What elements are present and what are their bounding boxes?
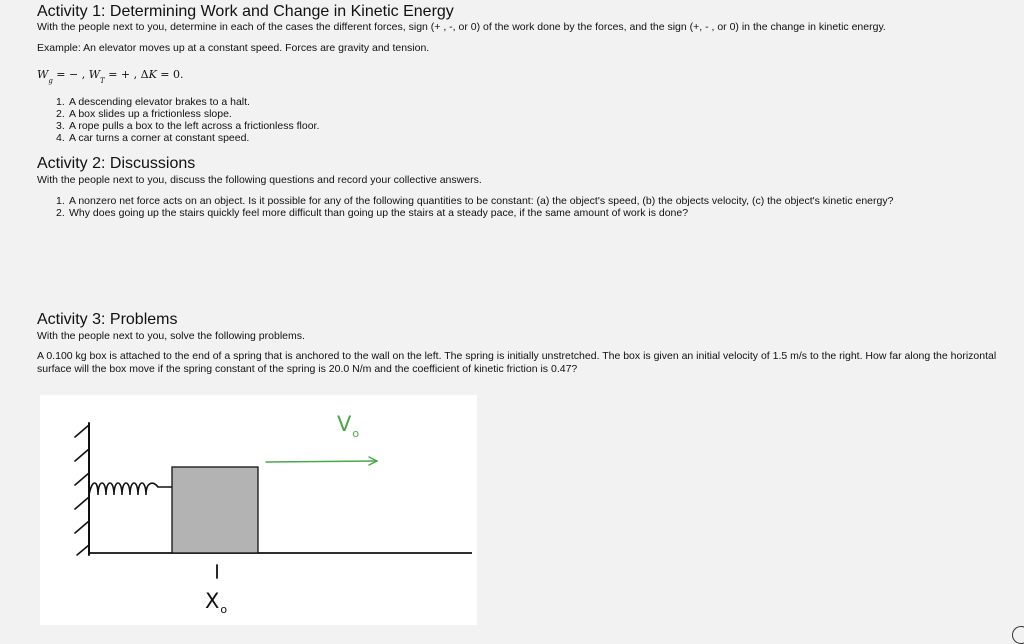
activity2-question-list [56,195,893,219]
eq-tension-sign: = + , Δ [104,68,149,81]
eq-gravity-sign: = − , [52,68,89,81]
wall-hatching [75,425,89,555]
activity1-instructions: With the people next to you, determine in each of the cases the different forces, sign (+ , -, or 0) of the work done by the forces, and the sign (+, - , or 0) in the change in kinetic energy. [37,21,886,33]
eq-kinetic-change: = 0. [156,68,184,81]
activity2-title: Activity 2: Discussions [37,155,196,172]
list-item: 2. Why does going up the stairs quickly feel more difficult than going up the stairs at a steady pace, if the same amount of work is done? [56,207,689,219]
activity3-title: Activity 3: Problems [37,311,178,328]
eq-w-symbol: W [88,68,101,81]
eq-subscript-g: g [48,77,53,85]
box [172,467,258,553]
activity3-instructions: With the people next to you, solve the following problems. [37,330,305,342]
activity1-title: Activity 1: Determining Work and Change in Kinetic Energy [37,3,454,20]
velocity-label: $V_o$ [337,412,360,440]
list-item: 1. A nonzero net force acts on an object. Is it possible for any of the following quantities to be constant: (a) the object's speed, (b) the objects velocity, (c) the object's kinetic energy? [56,195,894,207]
help-icon[interactable] [1012,626,1024,644]
eq-w-symbol: W [37,68,49,81]
list-item: 2. A box slides up a frictionless slope. [56,108,232,120]
activity2-instructions: With the people next to you, discuss the following questions and record your collective answers. [37,174,482,186]
position-label: $X_o$ [205,589,228,616]
list-item: 1. A descending elevator brakes to a halt. [56,96,250,108]
velocity-arrow [266,457,377,465]
spring-box-figure [40,395,477,625]
spring-box-drawing [40,395,477,625]
list-item: 3. A rope pulls a box to the left across a frictionless floor. [56,120,320,132]
example-equation [37,68,184,85]
activity1-example: Example: An elevator moves up at a constant speed. Forces are gravity and tension. [37,42,430,54]
list-item: 4. A car turns a corner at constant speed. [56,132,250,144]
activity3-problem: A 0.100 kg box is attached to the end of a spring that is anchored to the wall on the left. The spring is initially unstretched. The box is given an initial velocity of 1.5 m/s to the right. How far along the horizontal surface will the box move if the spring constant of the spring is 20.0 N/m and the coefficient of kinetic friction is 0.47? [37,350,997,375]
activity1-case-list [56,96,319,144]
eq-k-symbol: K [148,68,157,81]
spring [89,483,172,495]
eq-subscript-t: T [100,77,105,85]
